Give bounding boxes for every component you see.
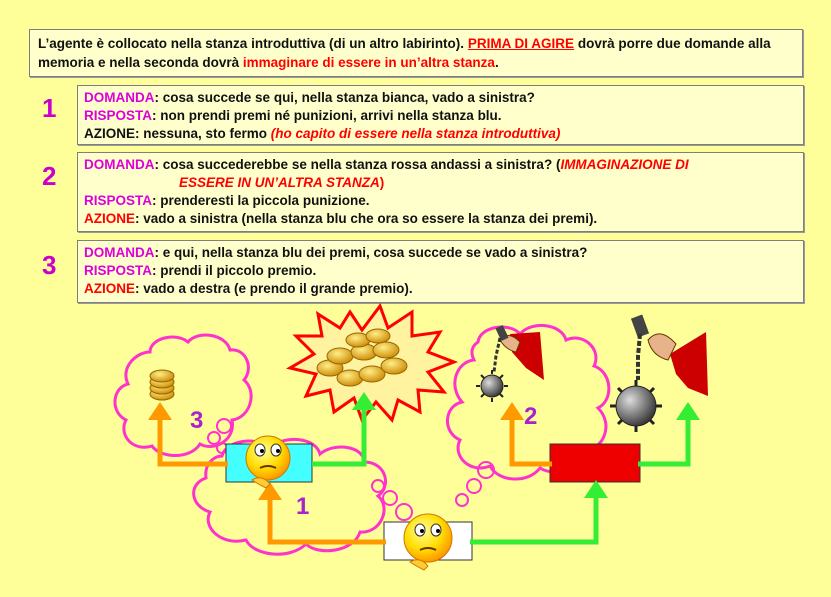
- arrow-right-white: [470, 496, 596, 542]
- azione-text: : vado a sinistra (nella stanza blu che ora so essere la stanza dei premi).: [135, 211, 598, 226]
- intro-prima-di-agire: PRIMA DI AGIRE: [467, 36, 575, 51]
- risposta-label: RISPOSTA: [84, 108, 153, 123]
- step-number-3: 3: [42, 250, 57, 280]
- arrow-left-white: [270, 498, 386, 542]
- small-punishment-icon: [476, 325, 544, 402]
- domanda-text: : cosa succederebbe se nella stanza rossa andassi a sinistra? (: [154, 157, 561, 172]
- domanda-close: ): [379, 175, 385, 190]
- domanda-note-2: ESSERE IN UN’ALTRA STANZA: [179, 175, 380, 190]
- risposta-label: RISPOSTA: [84, 263, 153, 278]
- small-coin-stack: [150, 370, 174, 400]
- arrowhead-right-red: [676, 402, 700, 420]
- risposta-text: : non prendi premi né punizioni, arrivi nella stanza blu.: [152, 108, 502, 123]
- agent-smiley-white-room: [404, 514, 452, 570]
- domanda-note: IMMAGINAZIONE DI: [560, 157, 689, 172]
- thought-label-1: 1: [296, 493, 310, 520]
- big-reward-burst: [290, 306, 454, 420]
- risposta-text: : prendi il piccolo premio.: [152, 263, 317, 278]
- domanda-text: : e qui, nella stanza blu dei premi, cosa succede se vado a sinistra?: [154, 245, 588, 260]
- intro-text-b: dovrà porre due domande alla memoria e nella seconda dovrà: [38, 36, 771, 70]
- step-number-1: 1: [42, 93, 57, 123]
- thought-cloud-3: [115, 335, 251, 455]
- domanda-label: DOMANDA: [84, 90, 155, 105]
- azione-label: AZIONE: [84, 126, 136, 141]
- azione-text: : nessuna, sto fermo: [135, 126, 271, 141]
- thought-label-3: 3: [190, 407, 204, 434]
- risposta-text: : prenderesti la piccola punizione.: [152, 193, 370, 208]
- domanda-label: DOMANDA: [84, 157, 155, 172]
- arrow-right-red: [638, 418, 688, 464]
- intro-immaginare: immaginare di essere in un’altra stanza: [242, 55, 495, 70]
- azione-label: AZIONE: [84, 281, 136, 296]
- arrowhead-right-white: [584, 480, 608, 498]
- room-red: [550, 444, 640, 482]
- intro-text-c: .: [494, 55, 499, 70]
- arrowhead-left-red: [500, 402, 524, 420]
- azione-note: (ho capito di essere nella stanza introduttiva): [270, 126, 561, 141]
- thought-trail-1: [372, 480, 412, 520]
- azione-label: AZIONE: [84, 211, 136, 226]
- arrowhead-left-blue: [148, 402, 172, 420]
- azione-text: : vado a destra (e prendo il grande premio).: [135, 281, 413, 296]
- domanda-label: DOMANDA: [84, 245, 155, 260]
- step-number-2: 2: [42, 161, 57, 191]
- thought-label-2: 2: [524, 403, 538, 430]
- domanda-text: : cosa succede se qui, nella stanza bianca, vado a sinistra?: [154, 90, 535, 105]
- risposta-label: RISPOSTA: [84, 193, 153, 208]
- intro-text-a: L’agente è collocato nella stanza introduttiva (di un altro labirinto).: [38, 36, 468, 51]
